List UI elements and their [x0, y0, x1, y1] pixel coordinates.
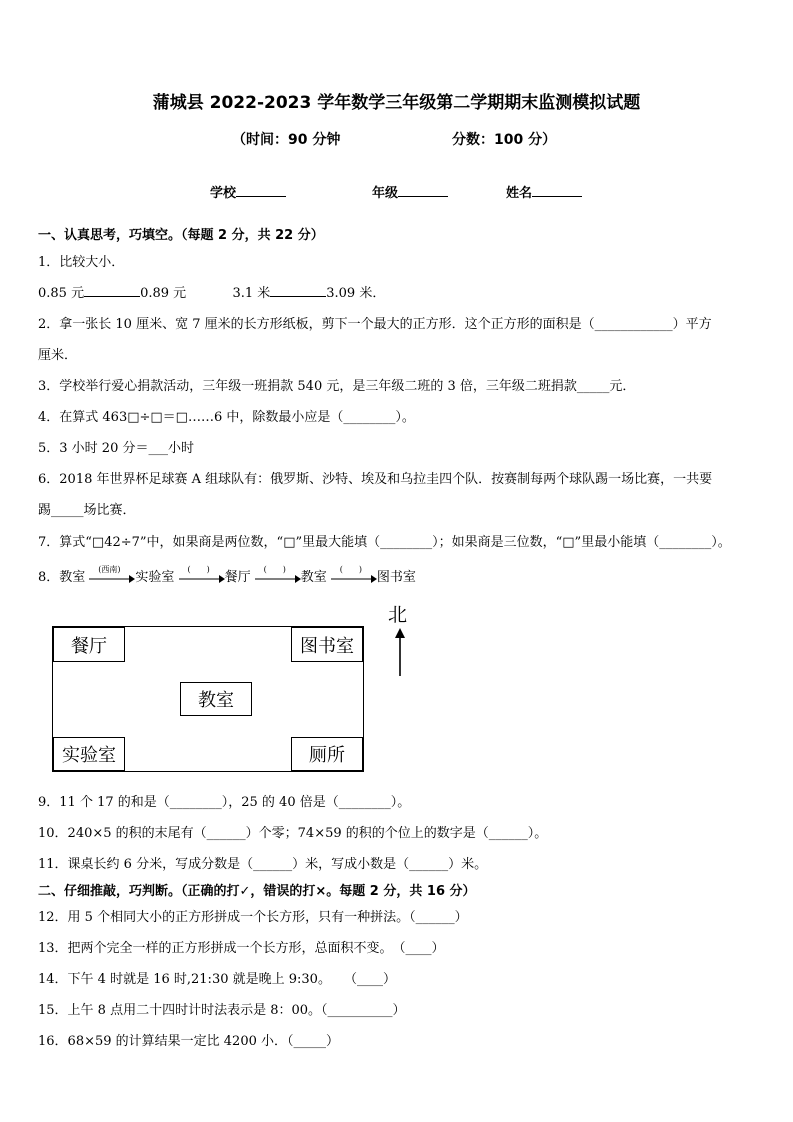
question-4: 4．在算式 463□÷□＝□……6 中，除数最小应是（________）。: [38, 410, 415, 425]
section2-heading: 二、仔细推敲，巧判断。（正确的打✓，错误的打×。每题 2 分，共 16 分）: [38, 884, 476, 899]
question-16: 16．68×59 的计算结果一定比 4200 小．（_____）: [38, 1034, 339, 1049]
question-1: 1．比较大小．: [38, 255, 125, 270]
exam-time: （时间：90 分钟: [232, 132, 341, 148]
route-arrow-4-blank[interactable]: ( ): [339, 564, 363, 574]
q1-a-blank[interactable]: [84, 283, 140, 297]
north-label: 北: [388, 604, 408, 626]
school-label: 学校: [210, 186, 237, 201]
route-arrow-3[interactable]: [255, 564, 301, 585]
question-6-line1: 6．2018 年世界杯足球赛 A 组球队有：俄罗斯、沙特、埃及和乌拉圭四个队．按赛制每两个球队踢一场比赛，一共要: [38, 472, 713, 487]
section1-heading: 一、认真思考，巧填空。（每题 2 分，共 22 分）: [38, 228, 324, 243]
route-stop-classroom: 教室: [300, 570, 327, 585]
question-1-comparisons: [38, 282, 385, 301]
room-canteen: 餐厅: [53, 627, 125, 662]
question-8-route: [38, 566, 416, 585]
room-toilet: 厕所: [291, 737, 363, 771]
question-11: 11．课桌长约 6 分米，写成分数是（______）米，写成小数是（______）米。: [38, 857, 488, 872]
question-10: 10．240×5 的积的末尾有（______）个零；74×59 的积的个位上的数字是（______）。: [38, 826, 548, 841]
name-field: [506, 182, 582, 201]
route-stop-canteen: 餐厅: [224, 570, 251, 585]
question-2-line1: 2．拿一张长 10 厘米、宽 7 厘米的长方形纸板，剪下一个最大的正方形．这个正方形的面积是（____________）平方: [38, 317, 712, 332]
route-arrow-2[interactable]: [179, 564, 225, 585]
arrow-right-icon: [89, 574, 135, 584]
name-label: 姓名: [506, 186, 533, 201]
question-3: 3．学校举行爱心捐款活动，三年级一班捐款 540 元，是三年级二班的 3 倍，三年级二班捐款_____元．: [38, 379, 636, 394]
route-arrow-1-label: (西南): [98, 564, 121, 574]
room-library: 图书室: [291, 627, 363, 662]
school-map: [52, 626, 364, 772]
q1-a-left: 0.85 元: [38, 286, 85, 301]
grade-label: 年级: [372, 186, 399, 201]
question-13: 13．把两个完全一样的正方形拼成一个长方形，总面积不变。 （____）: [38, 941, 445, 956]
room-lab: 实验室: [53, 737, 125, 771]
question-15: 15．上午 8 点用二十四时计时法表示是 8：00。（__________）: [38, 1003, 406, 1018]
question-6-line2: 踢_____场比赛．: [38, 503, 136, 518]
q1-b-blank[interactable]: [270, 283, 326, 297]
question-7: 7．算式“□42÷7”中，如果商是两位数，“□”里最大能填（________）；如果商是三位数，“□”里最小能填（________）。: [38, 535, 731, 550]
page-title: 蒲城县 2022-2023 学年数学三年级第二学期期末监测模拟试题: [152, 93, 641, 113]
route-arrow-4[interactable]: [331, 564, 377, 585]
route-arrow-1: [89, 564, 135, 585]
q1-b-left: 3.1 米: [232, 286, 271, 301]
school-field: [210, 182, 286, 201]
north-arrow-icon: [394, 628, 406, 676]
question-2-line2: 厘米．: [38, 348, 78, 363]
q1-a-right: 0.89 元: [140, 286, 187, 301]
arrow-right-icon: [179, 574, 225, 584]
arrow-right-icon: [331, 574, 377, 584]
name-blank[interactable]: [532, 183, 582, 197]
arrow-right-icon: [255, 574, 301, 584]
question-9: 9．11 个 17 的和是（________），25 的 40 倍是（________）。: [38, 795, 411, 810]
exam-score: 分数：100 分）: [452, 132, 557, 148]
grade-blank[interactable]: [398, 183, 448, 197]
question-14: 14．下午 4 时就是 16 时,21:30 就是晚上 9:30。 （____）: [38, 972, 396, 987]
question-5: 5．3 小时 20 分＝___小时: [38, 441, 194, 456]
q1-b-right: 3.09 米．: [326, 286, 386, 301]
route-arrow-3-blank[interactable]: ( ): [263, 564, 286, 574]
route-stop-library: 图书室: [376, 570, 416, 585]
school-blank[interactable]: [236, 183, 286, 197]
route-arrow-2-blank[interactable]: ( ): [187, 564, 210, 574]
q8-prefix: 8．教室: [38, 570, 86, 585]
grade-field: [372, 182, 448, 201]
question-12: 12．用 5 个相同大小的正方形拼成一个长方形，只有一种拼法。（______）: [38, 910, 468, 925]
route-stop-lab: 实验室: [135, 570, 175, 585]
room-classroom: 教室: [180, 682, 252, 716]
